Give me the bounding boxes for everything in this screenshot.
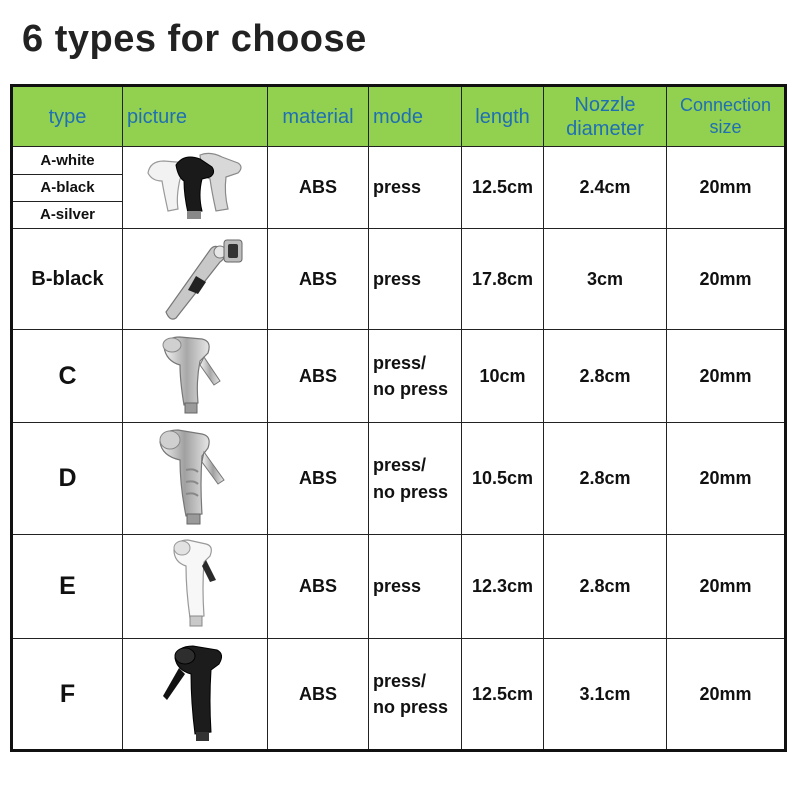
nozzle-cell: 3.1cm: [544, 639, 667, 751]
mode-cell: [369, 535, 462, 639]
header-row: [12, 86, 786, 147]
header-connection-size: [667, 86, 786, 147]
mode-cell: [369, 330, 462, 423]
material-cell: ABS: [268, 330, 369, 423]
table-row: [12, 423, 786, 535]
picture-cell: [123, 423, 268, 535]
table-row: [12, 535, 786, 639]
picture-cell: [123, 535, 268, 639]
length-cell: 12.5cm: [462, 639, 544, 751]
mode-line2: no press: [373, 481, 449, 502]
mode-line1: press/: [373, 455, 427, 476]
length-cell: 10.5cm: [462, 423, 544, 535]
mode-line1: press: [373, 268, 422, 289]
mode-cell: [369, 147, 462, 229]
table-row: [12, 639, 786, 751]
mode-line2: no press: [373, 697, 449, 717]
header-nozzle-line2: diameter: [566, 117, 644, 140]
connection-cell: 20mm: [667, 423, 786, 535]
header-nozzle-line1: Nozzle: [574, 93, 636, 116]
table-row: [12, 330, 786, 423]
spec-table: [10, 84, 787, 752]
header-picture: picture: [123, 86, 268, 147]
type-cell: C: [12, 330, 123, 423]
table-row: [12, 147, 786, 229]
connection-cell: 20mm: [667, 639, 786, 751]
type-cell: D: [12, 423, 123, 535]
type-cell: F: [12, 639, 123, 751]
nozzle-cell: 2.8cm: [544, 535, 667, 639]
header-type: type: [12, 86, 123, 147]
table-row: [12, 229, 786, 330]
header-connection-line2: size: [709, 116, 742, 137]
picture-cell: [123, 229, 268, 330]
white-sprayer-icon: [150, 536, 240, 632]
material-cell: ABS: [268, 423, 369, 535]
material-cell: ABS: [268, 229, 369, 330]
material-cell: ABS: [268, 147, 369, 229]
mode-line1: press: [373, 576, 422, 597]
mode-line1: press/: [373, 352, 427, 373]
nozzle-cell: 2.4cm: [544, 147, 667, 229]
silver-sprayer-with-holder-icon: [140, 232, 250, 322]
header-mode: mode: [369, 86, 462, 147]
material-cell: ABS: [268, 535, 369, 639]
picture-cell: [123, 330, 268, 423]
header-connection-line1: Connection: [679, 94, 772, 115]
page-title: 6 types for choose: [22, 18, 367, 60]
nozzle-cell: 2.8cm: [544, 330, 667, 423]
three-sprayers-white-black-silver-icon: [140, 147, 250, 223]
subtype-label: A-black: [13, 175, 122, 202]
mode-line2: no press: [373, 379, 449, 399]
connection-cell: 20mm: [667, 229, 786, 330]
chrome-grooved-sprayer-icon: [150, 424, 240, 528]
type-cell: B-black: [12, 229, 123, 330]
mode-cell: [369, 639, 462, 751]
length-cell: 17.8cm: [462, 229, 544, 330]
material-cell: ABS: [268, 639, 369, 751]
mode-line1: press: [373, 177, 422, 198]
connection-cell: 20mm: [667, 147, 786, 229]
header-length: length: [462, 86, 544, 147]
nozzle-cell: 2.8cm: [544, 423, 667, 535]
header-material: material: [268, 86, 369, 147]
subtype-label: A-white: [13, 148, 122, 175]
length-cell: 12.3cm: [462, 535, 544, 639]
header-nozzle-diameter: [544, 86, 667, 147]
connection-cell: 20mm: [667, 535, 786, 639]
black-sprayer-icon: [145, 640, 245, 744]
length-cell: 12.5cm: [462, 147, 544, 229]
type-cell: [12, 147, 123, 229]
mode-cell: [369, 229, 462, 330]
connection-cell: 20mm: [667, 330, 786, 423]
subtype-label: A-silver: [39, 205, 96, 223]
nozzle-cell: 3cm: [544, 229, 667, 330]
chrome-sprayer-icon: [150, 331, 240, 417]
mode-cell: [369, 423, 462, 535]
mode-line1: press/: [373, 670, 427, 691]
picture-cell: [123, 639, 268, 751]
type-cell: E: [12, 535, 123, 639]
picture-cell: [123, 147, 268, 229]
length-cell: 10cm: [462, 330, 544, 423]
